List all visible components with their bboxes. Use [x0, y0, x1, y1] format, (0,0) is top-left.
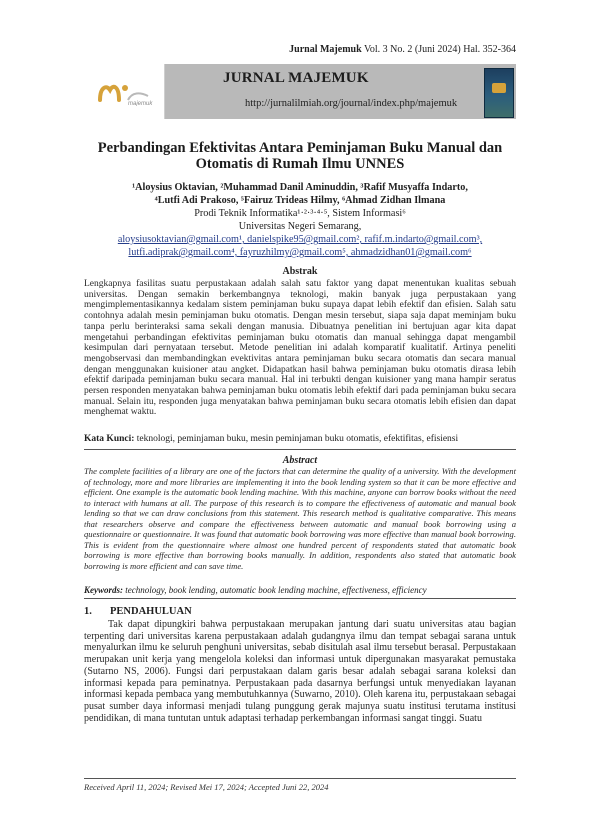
- author-names-line-1: ¹Aloysius Oktavian, ²Muhammad Danil Aminuddin, ³Rafif Musyaffa Indarto,: [132, 182, 468, 193]
- keywords: [84, 585, 516, 596]
- logo-mark-icon: [94, 78, 154, 106]
- running-head-details: Vol. 3 No. 2 (Juni 2024) Hal. 352-364: [361, 44, 516, 55]
- abstract-heading: Abstract: [282, 455, 318, 466]
- keywords-list: technology, book lending, automatic book lending machine, effectiveness, efficiency: [123, 585, 427, 595]
- journal-cover-image: [484, 68, 514, 118]
- masthead-title-band: [164, 64, 516, 119]
- kata-kunci-list: teknologi, peminjaman buku, mesin peminjaman buku otomatis, efektifitas, efisiensi: [134, 434, 459, 444]
- svg-text:majemuk: majemuk: [128, 100, 153, 106]
- author-emails-line-2[interactable]: lutfi.adiprak@gmail.com⁴, fayruzhilmy@gmail.com⁵, ahmadzidhan01@gmail.com⁶: [128, 247, 472, 258]
- kata-kunci: [84, 434, 516, 445]
- journal-logo: [84, 64, 164, 119]
- journal-url[interactable]: http://jurnalilmiah.org/journal/index.php/majemuk: [245, 98, 458, 109]
- footer-rule: [84, 778, 516, 779]
- section-number: 1.: [84, 606, 92, 617]
- running-head: [289, 44, 516, 55]
- affiliation-line-1: Prodi Teknik Informatika¹·²·³·⁴·⁵, Sistem Informasi⁶: [194, 208, 406, 219]
- abstrak-heading: Abstrak: [282, 266, 318, 277]
- running-head-journal: Jurnal Majemuk: [289, 44, 362, 55]
- received-dates: Received April 11, 2024; Revised Mei 17, 2024; Accepted Juni 22, 2024: [84, 782, 329, 792]
- divider-rule: [84, 449, 516, 450]
- affiliation-line-2: Universitas Negeri Semarang,: [238, 221, 362, 232]
- kata-kunci-label: Kata Kunci:: [84, 434, 135, 444]
- journal-name: JURNAL MAJEMUK: [223, 70, 369, 86]
- divider-rule: [84, 598, 516, 599]
- section-title: PENDAHULUAN: [110, 606, 192, 617]
- keywords-label: Keywords:: [84, 585, 123, 595]
- author-block: [60, 181, 540, 259]
- paper-title: Perbandingan Efektivitas Antara Peminjaman Buku Manual dan Otomatis di Rumah Ilmu UNNES: [97, 140, 503, 172]
- section-heading: [84, 606, 192, 617]
- abstract-body: The complete facilities of a library are one of the factors that can determine the quality of a university. With the development of technology, more and more libraries are implementing it into the book lending system so that it can be more effective and efficient. One example is the automatic book lending machine. With this machine, anyone can borrow books without the need to interact with humans at all. The purpose of this research is to compare the effectiveness of automatic and manual book lending so that we can draw conclusions from this statement. This research method is qualitative comparative. This means that researchers observe and compare the effectiveness between automatic and manual book borrowing using a questionnaire or questionnaire. It was found that automatic book borrowing was more effective than manual book borrowing. This is evident from the questionnaire where almost one hundred percent of respondents stated that automatic book borrowing is more effective than borrowing books manually. In addition, respondents also stated that automatic book borrowing is more efficient and can save time.: [84, 466, 516, 571]
- author-emails-line-1[interactable]: aloysiusoktavian@gmail.com¹, danielspike95@gmail.com², rafif.m.indarto@gmail.com³,: [117, 234, 483, 245]
- journal-masthead: [84, 64, 516, 119]
- author-names-line-2: ⁴Lutfi Adi Prakoso, ⁵Fairuz Trideas Hilmy, ⁶Ahmad Zidhan Ilmana: [154, 195, 446, 206]
- section-body: Tak dapat dipungkiri bahwa perpustakaan merupakan jantung dari suatu universitas atau bagian terpenting dari universitas karena perpustakaan adalah gudangnya ilmu dan tempat sebagai sarana untuk menyalurkan ilmu ke seluruh penghuni universitas, sebab disitulah asal ilmu tersebut berasal. Perpustakaan merupakan unit kerja yang mengelola koleksi dan informasi untuk dipergunakan masyarakat pemustaka (Sutarno NS, 2006). Fungsi dari perpustakaan dalam garis besar adalah sebagai sarana koleksi dan informasi kepada para peminatnya. Perpustakaan pada dasarnya berfungsi untuk menyediakan layanan informasi kepada pembaca yang membutuhkannya (Suwarno, 2010). Oleh karena itu, perpustakaan sebagai pusat sumber daya informasi menjadi tulang punggung gerak majunya suatu institusi terutama institusi pendidikan, di mana tuntutan untuk adaptasi terhadap perkembangan informasi sangat tinggi. Suatu: [84, 619, 516, 724]
- abstrak-body: Lengkapnya fasilitas suatu perpustakaan adalah salah satu faktor yang dapat menentukan kualitas sebuah universitas. Dengan semakin berkembangnya teknologi, makin banyak juga perpustakaan yang mengimplementasikannya kedalam sistem peminjaman buku supaya dapat lebih efektif dan efisien. Salah satu contohnya adalah mesin peminjaman buku otomatis. Dengan mesin tersebut, siapa saja dapat meminjam buku tanpa perlu berinteraksi sama sekali dengan manusia. Dibuatnya penelitian ini bertujuan agar kita dapat mengetahui perbandingan efektivitas peminjaman buku otomatis dan manual sehingga dapat mengambil kesimpulan dari pernyataan tersebut. Metode penelitian ini adalah komparatif kualitatif. Artinya peneliti mengobservasi dan membandingkan evektivitas antara peminjaman buku secara otomatis dan secara manual dengan menggunakan kuisioner atau angket. Didapatkan hasil bahwa peminjaman buku otomatis dirasa lebih efektif daripada peminjaman buku secara manual. Hal ini terbukti dengan kuisioner yang mana hampir seratus persen responden menyatakan bahwa peminjaman buku otomatis lebih efektif dari pada peminjaman buku secara manual. Selain itu, responden juga menyatakan bahwa peminjaman buku secara otomatis lebih efisien dan dapat menghemat waktu.: [84, 279, 516, 418]
